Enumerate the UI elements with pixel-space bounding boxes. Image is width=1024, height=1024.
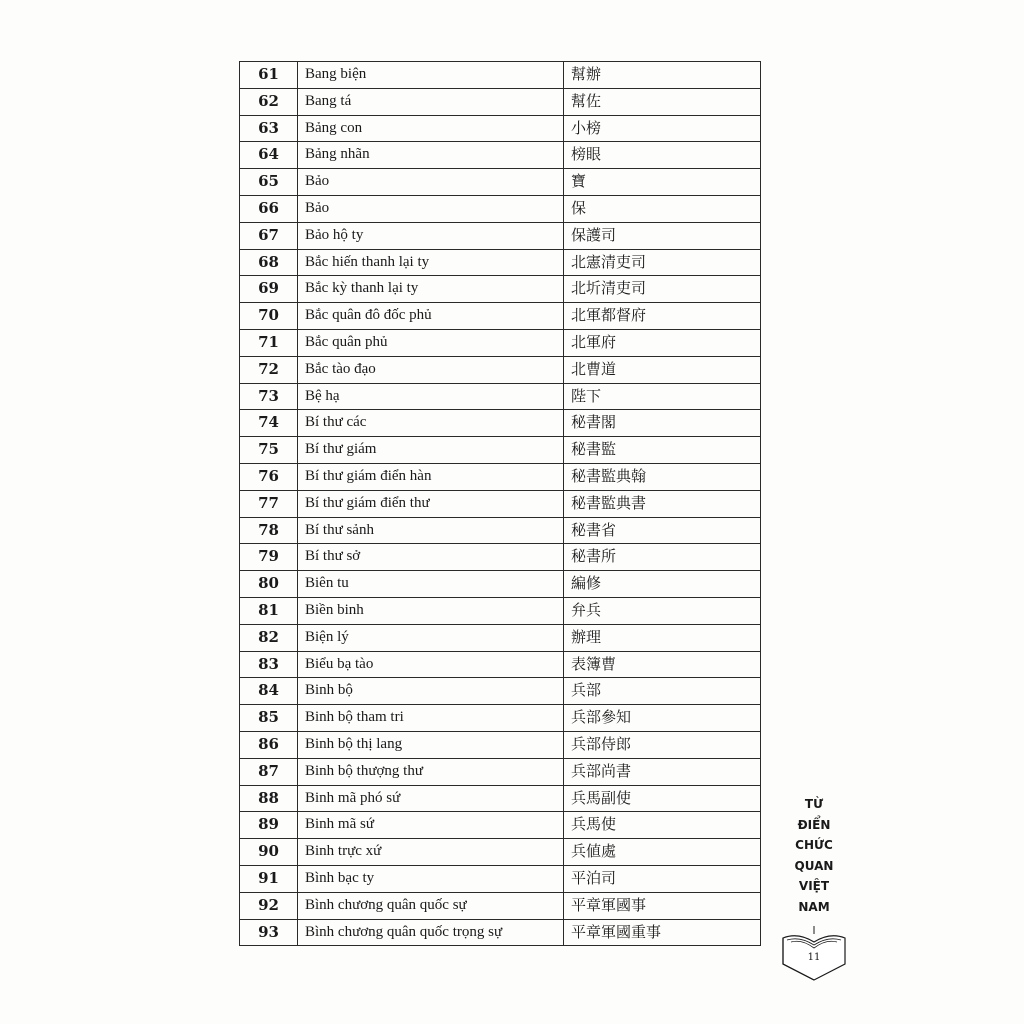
- term-table: [239, 61, 761, 946]
- entry-number: 86: [240, 731, 298, 758]
- table-row: [240, 62, 761, 89]
- table-row: [240, 517, 761, 544]
- entry-term: Binh bộ tham tri: [298, 705, 564, 732]
- entry-han-characters: 秘書所: [564, 544, 761, 571]
- entry-number: 77: [240, 490, 298, 517]
- entry-term: Biền binh: [298, 597, 564, 624]
- entry-han-characters: 表簿曹: [564, 651, 761, 678]
- table-body: [240, 62, 761, 946]
- book-title-line: ĐIỂN: [797, 817, 831, 832]
- entry-number: 71: [240, 329, 298, 356]
- book-title-line: VIỆT: [798, 879, 830, 894]
- entry-term: Bảng con: [298, 115, 564, 142]
- entry-number: 61: [240, 62, 298, 89]
- table-row: [240, 356, 761, 383]
- table-row: [240, 437, 761, 464]
- book-title-line: CHỨC: [795, 838, 833, 853]
- entry-number: 67: [240, 222, 298, 249]
- table-row: [240, 115, 761, 142]
- entry-number: 88: [240, 785, 298, 812]
- entry-number: 78: [240, 517, 298, 544]
- table-row: [240, 571, 761, 598]
- entry-han-characters: 小榜: [564, 115, 761, 142]
- entry-han-characters: 平章軍國重事: [564, 919, 761, 946]
- entry-han-characters: 陛下: [564, 383, 761, 410]
- entry-term: Bí thư các: [298, 410, 564, 437]
- book-title-line: TỪ: [804, 797, 824, 811]
- entry-han-characters: 北曹道: [564, 356, 761, 383]
- table-row: [240, 785, 761, 812]
- entry-term: Biện lý: [298, 624, 564, 651]
- table-row: [240, 249, 761, 276]
- entry-han-characters: 北軍府: [564, 329, 761, 356]
- entry-han-characters: 保護司: [564, 222, 761, 249]
- table-row: [240, 892, 761, 919]
- entry-han-characters: 秘書監: [564, 437, 761, 464]
- entry-term: Biểu bạ tào: [298, 651, 564, 678]
- table-row: [240, 410, 761, 437]
- entry-term: Bình bạc ty: [298, 865, 564, 892]
- table-row: [240, 490, 761, 517]
- table-row: [240, 731, 761, 758]
- entry-term: Bắc quân đô đốc phủ: [298, 303, 564, 330]
- entry-term: Bí thư sảnh: [298, 517, 564, 544]
- entry-number: 87: [240, 758, 298, 785]
- entry-han-characters: 兵馬副使: [564, 785, 761, 812]
- entry-han-characters: 兵値處: [564, 839, 761, 866]
- table-row: [240, 624, 761, 651]
- entry-number: 82: [240, 624, 298, 651]
- entry-term: Bí thư giám điển hàn: [298, 463, 564, 490]
- entry-number: 72: [240, 356, 298, 383]
- entry-term: Bắc tào đạo: [298, 356, 564, 383]
- entry-number: 64: [240, 142, 298, 169]
- entry-number: 65: [240, 169, 298, 196]
- entry-term: Biên tu: [298, 571, 564, 598]
- entry-term: Bí thư sở: [298, 544, 564, 571]
- entry-number: 63: [240, 115, 298, 142]
- entry-term: Bắc quân phủ: [298, 329, 564, 356]
- entry-term: Bình chương quân quốc trọng sự: [298, 919, 564, 946]
- entry-term: Bảo: [298, 195, 564, 222]
- entry-han-characters: 北憲清吏司: [564, 249, 761, 276]
- entry-number: 80: [240, 571, 298, 598]
- entry-han-characters: 兵部侍郎: [564, 731, 761, 758]
- entry-term: Bảo hộ ty: [298, 222, 564, 249]
- table-row: [240, 463, 761, 490]
- table-row: [240, 383, 761, 410]
- table-row: [240, 705, 761, 732]
- entry-number: 75: [240, 437, 298, 464]
- entry-han-characters: 兵部參知: [564, 705, 761, 732]
- table-row: [240, 678, 761, 705]
- entry-number: 91: [240, 865, 298, 892]
- table-row: [240, 651, 761, 678]
- entry-han-characters: 秘書省: [564, 517, 761, 544]
- entry-number: 85: [240, 705, 298, 732]
- entry-han-characters: 弁兵: [564, 597, 761, 624]
- entry-han-characters: 秘書監典翰: [564, 463, 761, 490]
- table-row: [240, 812, 761, 839]
- entry-han-characters: 兵部: [564, 678, 761, 705]
- table-row: [240, 919, 761, 946]
- entry-term: Binh bộ thị lang: [298, 731, 564, 758]
- table-row: [240, 329, 761, 356]
- table-row: [240, 276, 761, 303]
- entry-han-characters: 保: [564, 195, 761, 222]
- entry-han-characters: 兵部尚書: [564, 758, 761, 785]
- entry-term: Bí thư giám điển thư: [298, 490, 564, 517]
- entry-number: 92: [240, 892, 298, 919]
- entry-term: Bắc hiến thanh lại ty: [298, 249, 564, 276]
- table-row: [240, 169, 761, 196]
- book-title-vertical: [783, 794, 845, 918]
- table-row: [240, 88, 761, 115]
- entry-number: 73: [240, 383, 298, 410]
- entry-han-characters: 平泊司: [564, 865, 761, 892]
- entry-han-characters: 辦理: [564, 624, 761, 651]
- entry-number: 93: [240, 919, 298, 946]
- entry-han-characters: 秘書監典書: [564, 490, 761, 517]
- entry-term: Binh mã sứ: [298, 812, 564, 839]
- entry-number: 62: [240, 88, 298, 115]
- table-row: [240, 597, 761, 624]
- entry-number: 69: [240, 276, 298, 303]
- table-row: [240, 839, 761, 866]
- entry-term: Binh mã phó sứ: [298, 785, 564, 812]
- entry-han-characters: 編修: [564, 571, 761, 598]
- entry-han-characters: 榜眼: [564, 142, 761, 169]
- entry-han-characters: 秘書閣: [564, 410, 761, 437]
- entry-term: Binh bộ thượng thư: [298, 758, 564, 785]
- entry-number: 68: [240, 249, 298, 276]
- entry-number: 90: [240, 839, 298, 866]
- entry-term: Bang tá: [298, 88, 564, 115]
- entry-term: Bang biện: [298, 62, 564, 89]
- table-row: [240, 544, 761, 571]
- entry-number: 66: [240, 195, 298, 222]
- entry-term: Bảng nhãn: [298, 142, 564, 169]
- entry-han-characters: 寶: [564, 169, 761, 196]
- table-row: [240, 303, 761, 330]
- entry-term: Bệ hạ: [298, 383, 564, 410]
- entry-number: 70: [240, 303, 298, 330]
- entry-number: 84: [240, 678, 298, 705]
- entry-number: 83: [240, 651, 298, 678]
- table-row: [240, 195, 761, 222]
- page-number: 11: [807, 952, 821, 963]
- entry-number: 79: [240, 544, 298, 571]
- entry-han-characters: 幫辦: [564, 62, 761, 89]
- table-row: [240, 142, 761, 169]
- book-title-line: QUAN: [794, 858, 834, 873]
- entry-han-characters: 北軍都督府: [564, 303, 761, 330]
- entry-term: Bí thư giám: [298, 437, 564, 464]
- entry-term: Binh trực xứ: [298, 839, 564, 866]
- entry-han-characters: 北圻清吏司: [564, 276, 761, 303]
- entry-term: Bảo: [298, 169, 564, 196]
- table-row: [240, 758, 761, 785]
- entry-term: Binh bộ: [298, 678, 564, 705]
- table-row: [240, 865, 761, 892]
- entry-term: Bắc kỳ thanh lại ty: [298, 276, 564, 303]
- book-title-line: NAM: [798, 899, 830, 914]
- entry-number: 81: [240, 597, 298, 624]
- entry-number: 76: [240, 463, 298, 490]
- table-row: [240, 222, 761, 249]
- entry-number: 74: [240, 410, 298, 437]
- entry-han-characters: 兵馬使: [564, 812, 761, 839]
- entry-number: 89: [240, 812, 298, 839]
- entry-han-characters: 平章軍國事: [564, 892, 761, 919]
- entry-term: Bình chương quân quốc sự: [298, 892, 564, 919]
- entry-han-characters: 幫佐: [564, 88, 761, 115]
